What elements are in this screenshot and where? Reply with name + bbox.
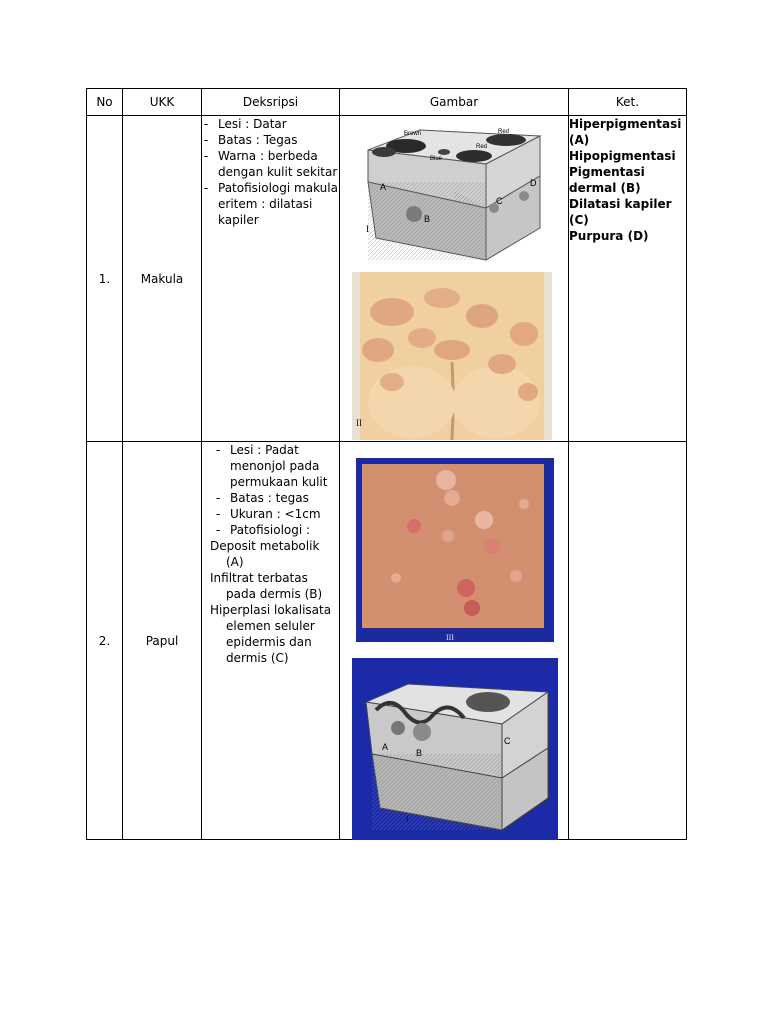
ket-line: Dilatasi kapiler <box>569 197 672 211</box>
desc-bullet: - Batas : Tegas <box>202 132 339 148</box>
papule-skin-diagram <box>352 658 558 840</box>
label-b: B <box>424 214 431 224</box>
header-row <box>87 89 687 116</box>
desc-bullet: - Patofisiologi makula eritem : dilatasi kapiler <box>202 180 339 228</box>
label-roman: II <box>356 418 362 428</box>
header-gambar: Gambar <box>340 89 569 116</box>
label-red: Red <box>476 144 488 150</box>
table-row-makula <box>87 116 687 442</box>
label-brown: Brown <box>404 131 422 137</box>
macule-skin-diagram <box>354 118 554 264</box>
papule-photo <box>356 458 554 642</box>
row-figures <box>340 442 569 840</box>
ket-line: dermal (B) <box>569 181 641 195</box>
label-blue: Blue <box>430 156 443 162</box>
desc-item-continuation: elemen seluler epidermis dan dermis (C) <box>226 619 315 665</box>
row-keterangan <box>569 116 687 442</box>
desc-item: Deposit metabolik <box>210 539 320 553</box>
ket-line: Pigmentasi <box>569 165 645 179</box>
row-ukk: Papul <box>123 442 202 840</box>
label-red: Red <box>498 129 510 135</box>
label-roman: I <box>366 224 369 234</box>
label-roman: III <box>446 633 454 642</box>
row-description <box>202 116 340 442</box>
desc-item-continuation: (A) <box>226 555 244 569</box>
header-ket: Ket. <box>569 89 687 116</box>
ket-line: Purpura (D) <box>569 229 649 243</box>
desc-item-continuation: pada dermis (B) <box>226 587 323 601</box>
desc-bullet: - Batas : tegas <box>214 490 339 506</box>
row-keterangan <box>569 442 687 840</box>
desc-bullet: - Ukuran : <1cm <box>214 506 339 522</box>
desc-item: Hiperplasi lokalisata <box>210 603 332 617</box>
desc-item: Infiltrat terbatas <box>210 571 308 585</box>
ket-line: Hipopigmentasi <box>569 149 676 163</box>
header-deskripsi: Deksripsi <box>202 89 340 116</box>
macule-photo <box>352 272 552 440</box>
label-c: C <box>504 736 511 746</box>
desc-bullet: - Warna : berbeda dengan kulit sekitar <box>202 148 339 180</box>
skin-lesion-table <box>86 88 687 840</box>
label-c: C <box>496 196 503 206</box>
row-number: 1. <box>87 116 123 442</box>
ket-line: (C) <box>569 213 589 227</box>
ket-line: Hiperpigmentasi <box>569 117 682 131</box>
row-ukk: Makula <box>123 116 202 442</box>
label-roman: I <box>406 815 409 824</box>
label-b: B <box>416 748 423 758</box>
header-ukk: UKK <box>123 89 202 116</box>
desc-bullet: - Lesi : Padat menonjol pada permukaan kulit <box>214 442 339 490</box>
label-a: A <box>382 742 389 752</box>
ket-line: (A) <box>569 133 590 147</box>
table-row-papul <box>87 442 687 840</box>
desc-bullet: - Lesi : Datar <box>202 116 339 132</box>
header-no: No <box>87 89 123 116</box>
row-number: 2. <box>87 442 123 840</box>
desc-bullet: - Patofisiologi : <box>214 522 339 538</box>
label-d: D <box>530 178 537 188</box>
label-a: A <box>380 182 387 192</box>
row-figures <box>340 116 569 442</box>
row-description <box>202 442 340 840</box>
